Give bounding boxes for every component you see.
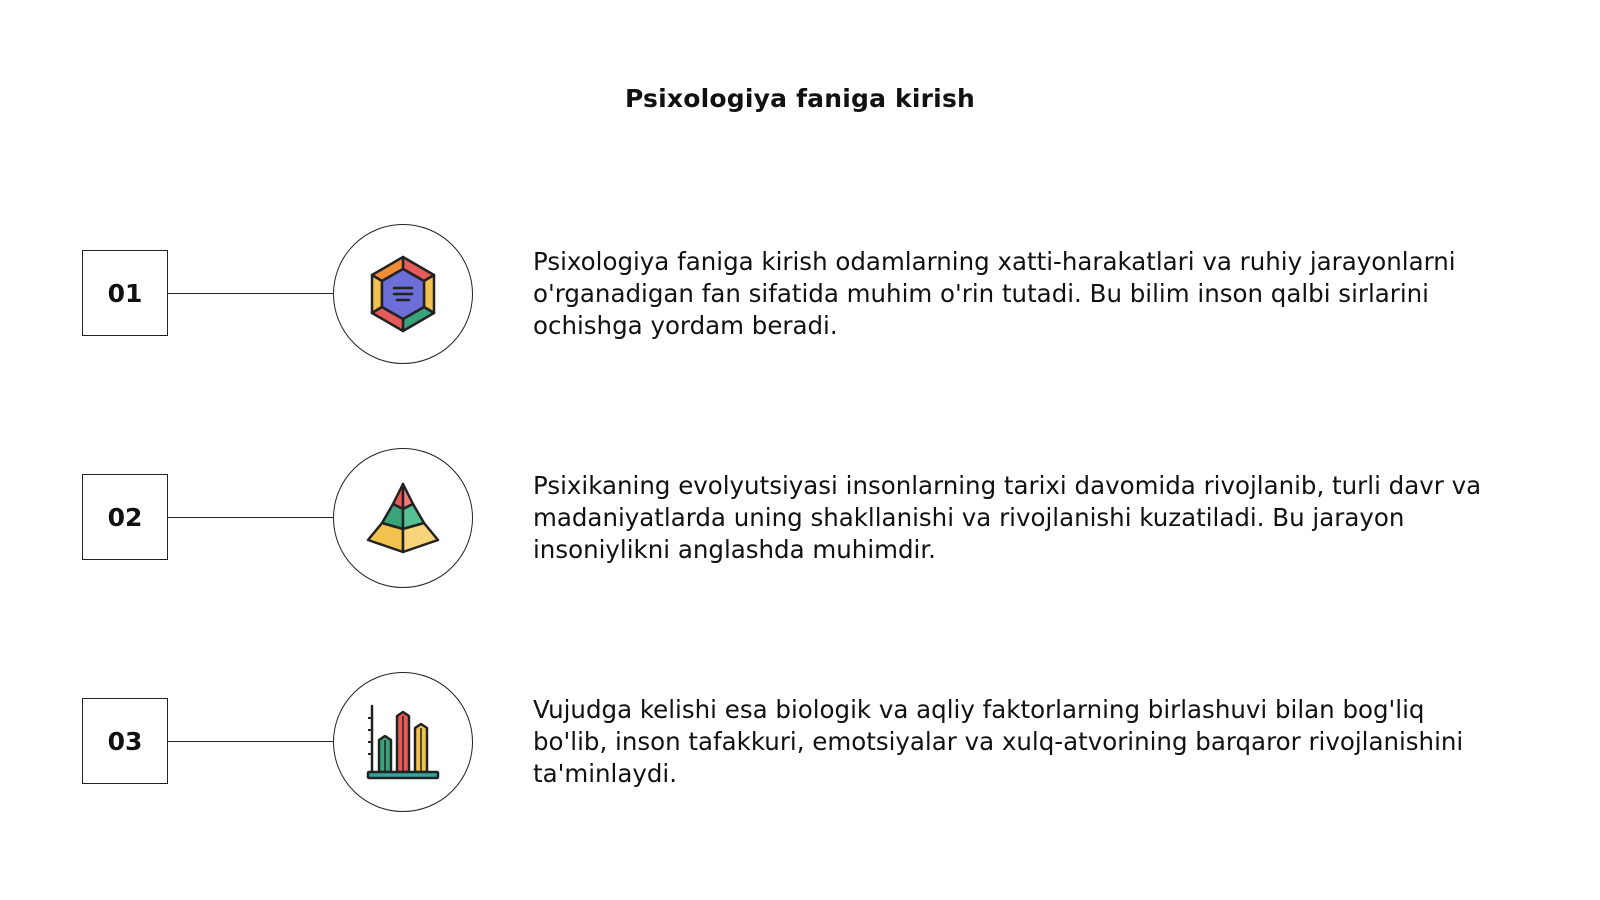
connector-line — [168, 741, 333, 742]
list-item — [0, 224, 1600, 364]
connector-line — [168, 293, 333, 294]
item-number-box — [82, 250, 168, 336]
connector-line — [168, 517, 333, 518]
slide-title: Psixologiya faniga kirish — [624, 84, 976, 113]
item-number: 02 — [107, 502, 143, 532]
icon-circle — [333, 224, 473, 364]
item-number: 01 — [107, 278, 143, 308]
item-number-box — [82, 698, 168, 784]
item-number-box — [82, 474, 168, 560]
bar-chart-icon — [363, 702, 443, 782]
item-description: Vujudga kelishi esa biologik va aqliy faktorlarning birlashuvi bilan bog'liq bo'lib, inson tafakkuri, emotsiyalar va xulq-atvorining barqaror rivojlanishini ta'minlaydi. — [533, 695, 1464, 788]
list-item — [0, 672, 1600, 812]
hexagon-icon — [366, 254, 440, 334]
item-description: Psixologiya faniga kirish odamlarning xatti-harakatlari va ruhiy jarayonlarni o'rganadigan fan sifatida muhim o'rin tutadi. Bu bilim inson qalbi sirlarini ochishga yordam beradi. — [533, 247, 1456, 340]
list-item — [0, 448, 1600, 588]
pyramid-icon — [363, 478, 443, 558]
item-description: Psixikaning evolyutsiyasi insonlarning tarixi davomida rivojlanib, turli davr va madaniyatlarda uning shakllanishi va rivojlanishi kuzatiladi. Bu jarayon insoniylikni anglashda muhimdir. — [533, 471, 1482, 564]
item-number: 03 — [107, 726, 143, 756]
icon-circle — [333, 448, 473, 588]
icon-circle — [333, 672, 473, 812]
